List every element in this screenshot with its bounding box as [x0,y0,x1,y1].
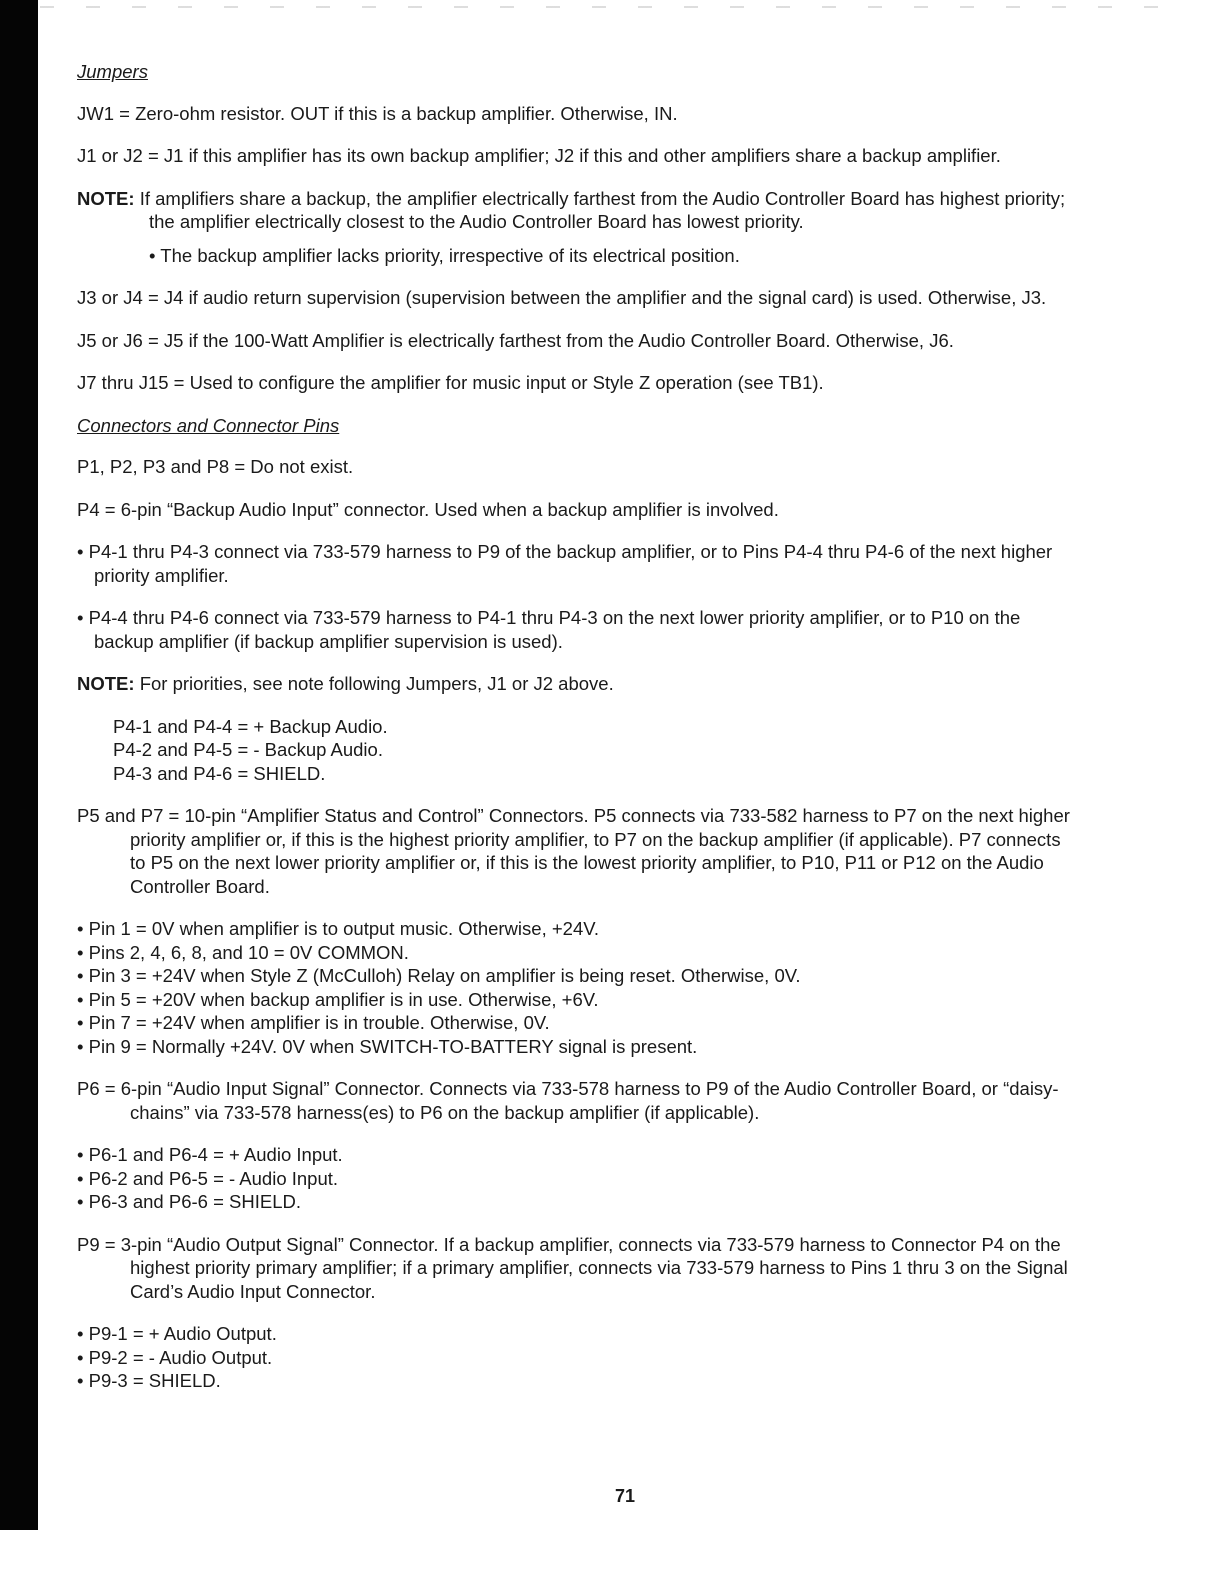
p4-bullet-2: • P4-4 thru P4-6 connect via 733-579 harness to P4-1 thru P4-3 on the next lower priority amplifier, or to P10 on the backup amplifier (if backup amplifier supervision is used). [77,607,1021,652]
list-item: • Pin 5 = +20V when backup amplifier is in use. Otherwise, +6V. [77,988,599,1010]
list-item-text: Pin 9 = Normally +24V. 0V when SWITCH-TO-BATTERY signal is present. [88,1035,698,1057]
pin-line: P4-3 and P4-6 = SHIELD. [113,762,326,784]
note-priority [77,187,1077,234]
list-item-text: P6-2 and P6-5 = - Audio Input. [88,1167,339,1189]
list-item-text: Pin 3 = +24V when Style Z (McCulloh) Relay on amplifier is being reset. Otherwise, 0V. [88,965,801,986]
note-priorities-ref [77,672,1077,696]
p4-paragraph: P4 = 6-pin “Backup Audio Input” connector. Used when a backup amplifier is involved. [77,498,779,520]
connectors-heading: Connectors and Connector Pins [77,414,340,436]
p4-pin-list [113,715,1077,786]
list-item: • Pin 1 = 0V when amplifier is to output music. Otherwise, +24V. [77,918,600,939]
list-item-text: P6-1 and P6-4 = + Audio Input. [88,1144,343,1165]
list-item-text: Pins 2, 4, 6, 8, and 10 = 0V COMMON. [88,941,409,963]
page-number: 71 [614,1486,636,1506]
j5-j6-paragraph: J5 or J6 = J5 if the 100-Watt Amplifier is electrically farthest from the Audio Controller Board. Otherwise, J6. [77,329,954,351]
jumpers-heading: Jumpers [77,61,148,82]
list-item-text: P9-3 = SHIELD. [88,1370,221,1391]
list-item: • Pin 7 = +24V when amplifier is in trouble. Otherwise, 0V. [77,1012,550,1033]
p5-p7-pin-list [77,917,1077,1058]
note-text: If amplifiers share a backup, the amplifier electrically farthest from the Audio Controller Board has highest priority; the amplifier electrically closest to the Audio Controller Board has lowest priority. [139,187,1066,232]
list-item: • P6-3 and P6-6 = SHIELD. [77,1191,301,1212]
p5-p7-paragraph: P5 and P7 = 10-pin “Amplifier Status and Control” Connectors. P5 connects via 733-582 harness to P7 on the next higher priority amplifier or, if this is the highest priority amplifier, to P7 on the backup amplifier (if applicable). P7 connects to P5 on the next lower priority amplifier or, if this is the lowest priority amplifier, to P10, P11 or P12 on the Audio Controller Board. [77,805,1070,897]
list-item-text: Pin 1 = 0V when amplifier is to output music. Otherwise, +24V. [88,918,600,939]
j3-j4-paragraph: J3 or J4 = J4 if audio return supervision (supervision between the amplifier and the signal card) is used. Otherwise, J3. [77,287,1047,308]
scan-noise [40,6,1170,8]
pin-line: P4-1 and P4-4 = + Backup Audio. [113,715,388,737]
j1-j2-paragraph: J1 or J2 = J1 if this amplifier has its own backup amplifier; J2 if this and other amplifiers share a backup amplifier. [77,145,1001,166]
p9-pin-list [77,1322,1077,1393]
note-label: NOTE: [77,187,135,209]
list-item: • P6-2 and P6-5 = - Audio Input. [77,1167,339,1189]
list-item: • Pins 2, 4, 6, 8, and 10 = 0V COMMON. [77,941,409,963]
p6-paragraph: P6 = 6-pin “Audio Input Signal” Connector. Connects via 733-578 harness to P9 of the Audio Controller Board, or “daisy-chains” via 733-578 harness(es) to P6 on the backup amplifier (if applicable). [77,1078,1059,1123]
pin-line: P4-2 and P4-5 = - Backup Audio. [113,739,383,760]
list-item-text: P9-1 = + Audio Output. [88,1323,277,1344]
scan-edge [0,0,38,1530]
note-label: NOTE: [77,673,135,694]
p4-bullet-1: • P4-1 thru P4-3 connect via 733-579 harness to P9 of the backup amplifier, or to Pins P4-4 thru P4-6 of the next higher priority amplifier. [77,541,1053,586]
list-item: • P9-3 = SHIELD. [77,1370,221,1391]
note-bullet-text: The backup amplifier lacks priority, irrespective of its electrical position. [160,244,740,266]
p9-paragraph: P9 = 3-pin “Audio Output Signal” Connector. If a backup amplifier, connects via 733-579 harness to Connector P4 on the highest priority primary amplifier; if a primary amplifier, connects via 733-579 harness to Pins 1 thru 3 on the Signal Card’s Audio Input Connector. [77,1233,1068,1302]
list-item-text: P6-3 and P6-6 = SHIELD. [88,1191,301,1212]
document-body [77,60,1077,1412]
list-item: • Pin 3 = +24V when Style Z (McCulloh) Relay on amplifier is being reset. Otherwise, 0V. [77,965,801,986]
list-item: • Pin 9 = Normally +24V. 0V when SWITCH-TO-BATTERY signal is present. [77,1035,698,1057]
note-text: For priorities, see note following Jumpers, J1 or J2 above. [139,673,614,694]
list-item: • P9-2 = - Audio Output. [77,1346,273,1368]
note-bullet: • The backup amplifier lacks priority, irrespective of its electrical position. [149,244,740,266]
list-item-text: Pin 5 = +20V when backup amplifier is in use. Otherwise, +6V. [88,988,599,1010]
p4-bullet-2-text: P4-4 thru P4-6 connect via 733-579 harness to P4-1 thru P4-3 on the next lower priority amplifier, or to P10 on the backup amplifier (if backup amplifier supervision is used). [88,607,1021,652]
list-item: • P6-1 and P6-4 = + Audio Input. [77,1144,343,1165]
p4-bullet-1-text: P4-1 thru P4-3 connect via 733-579 harness to P9 of the backup amplifier, or to Pins P4-4 thru P4-6 of the next higher priority amplifier. [88,541,1053,586]
j7-j15-paragraph: J7 thru J15 = Used to configure the amplifier for music input or Style Z operation (see TB1). [77,372,824,393]
list-item-text: Pin 7 = +24V when amplifier is in trouble. Otherwise, 0V. [88,1012,550,1033]
p6-pin-list [77,1143,1077,1214]
list-item: • P9-1 = + Audio Output. [77,1323,277,1344]
p1-p2-p3-p8-paragraph: P1, P2, P3 and P8 = Do not exist. [77,456,354,477]
jw1-paragraph: JW1 = Zero-ohm resistor. OUT if this is a backup amplifier. Otherwise, IN. [77,102,678,124]
list-item-text: P9-2 = - Audio Output. [88,1346,273,1368]
